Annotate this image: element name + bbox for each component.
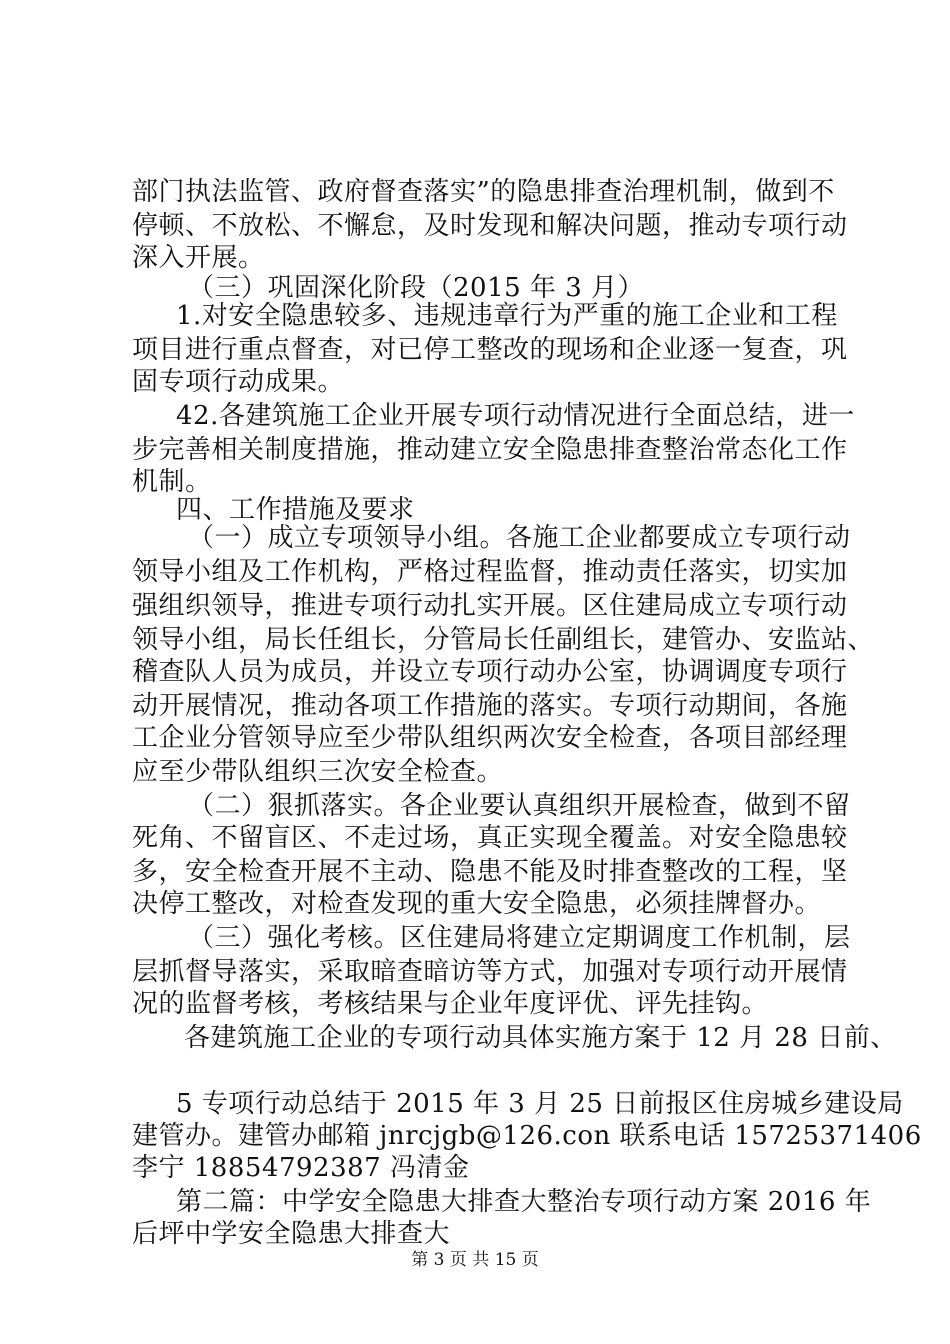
text-line: 领导小组，局长任组长，分管局长任副组长，建管办、安监站、 xyxy=(132,625,875,655)
section-heading: 第二篇：中学安全隐患大排查大整治专项行动方案 2016 年 xyxy=(176,1187,872,1217)
text-line: 机制。 xyxy=(132,467,212,497)
text-line: 应至少带队组织三次安全检查。 xyxy=(132,757,504,787)
text-line: 停顿、不放松、不懈怠，及时发现和解决问题，推动专项行动 xyxy=(132,211,848,241)
text-line: 死角、不留盲区、不走过场，真正实现全覆盖。对安全隐患较 xyxy=(132,823,848,853)
text-line: 1.对安全隐患较多、违规违章行为严重的施工企业和工程 xyxy=(176,301,838,331)
text-line: （三）强化考核。区住建局将建立定期调度工作机制，层 xyxy=(188,923,851,953)
text-line: 多，安全检查开展不主动、隐患不能及时排查整改的工程，坚 xyxy=(132,857,848,887)
text-line: 5 专项行动总结于 2015 年 3 月 25 日前报区住房城乡建设局 xyxy=(176,1089,904,1119)
section-heading: 四、工作措施及要求 xyxy=(176,495,415,525)
text-line: 部门执法监管、政府督查落实”的隐患排查治理机制，做到不 xyxy=(132,177,835,207)
text-line: 动开展情况，推动各项工作措施的落实。专项行动期间，各施 xyxy=(132,691,848,721)
text-line: 深入开展。 xyxy=(132,243,265,273)
text-line: 步完善相关制度措施，推动建立安全隐患排查整治常态化工作 xyxy=(132,435,848,465)
section-heading: （三）巩固深化阶段（2015 年 3 月） xyxy=(188,273,645,303)
text-line: 42.各建筑施工企业开展专项行动情况进行全面总结，进一 xyxy=(176,401,855,431)
text-line: （一）成立专项领导小组。各施工企业都要成立专项行动 xyxy=(188,523,851,553)
text-line: 项目进行重点督查，对已停工整改的现场和企业逐一复查，巩 xyxy=(132,335,848,365)
text-line: 李宁 18854792387 冯清金 xyxy=(132,1153,470,1183)
page-number-footer: 第 3 页 共 15 页 xyxy=(411,1250,539,1270)
text-line: 决停工整改，对检查发现的重大安全隐患，必须挂牌督办。 xyxy=(132,889,822,919)
text-line: 层抓督导落实，采取暗查暗访等方式，加强对专项行动开展情 xyxy=(132,957,848,987)
text-line: 工企业分管领导应至少带队组织两次安全检查，各项目部经理 xyxy=(132,723,848,753)
text-line: 后坪中学安全隐患大排查大 xyxy=(132,1219,451,1249)
text-line: 各建筑施工企业的专项行动具体实施方案于 12 月 28 日前、 xyxy=(184,1023,897,1053)
text-line: 领导小组及工作机构，严格过程监督，推动责任落实，切实加 xyxy=(132,557,848,587)
text-line: 稽查队人员为成员，并设立专项行动办公室，协调调度专项行 xyxy=(132,657,848,687)
text-line: 建管办。建管办邮箱 jnrcjgb@126.con 联系电话 15725371406 xyxy=(132,1121,922,1151)
text-line: 固专项行动成果。 xyxy=(132,367,345,397)
text-line: 况的监督考核，考核结果与企业年度评优、评先挂钩。 xyxy=(132,989,769,1019)
text-line: 强组织领导，推进专项行动扎实开展。区住建局成立专项行动 xyxy=(132,591,848,621)
text-line: （二）狠抓落实。各企业要认真组织开展检查，做到不留 xyxy=(188,791,851,821)
